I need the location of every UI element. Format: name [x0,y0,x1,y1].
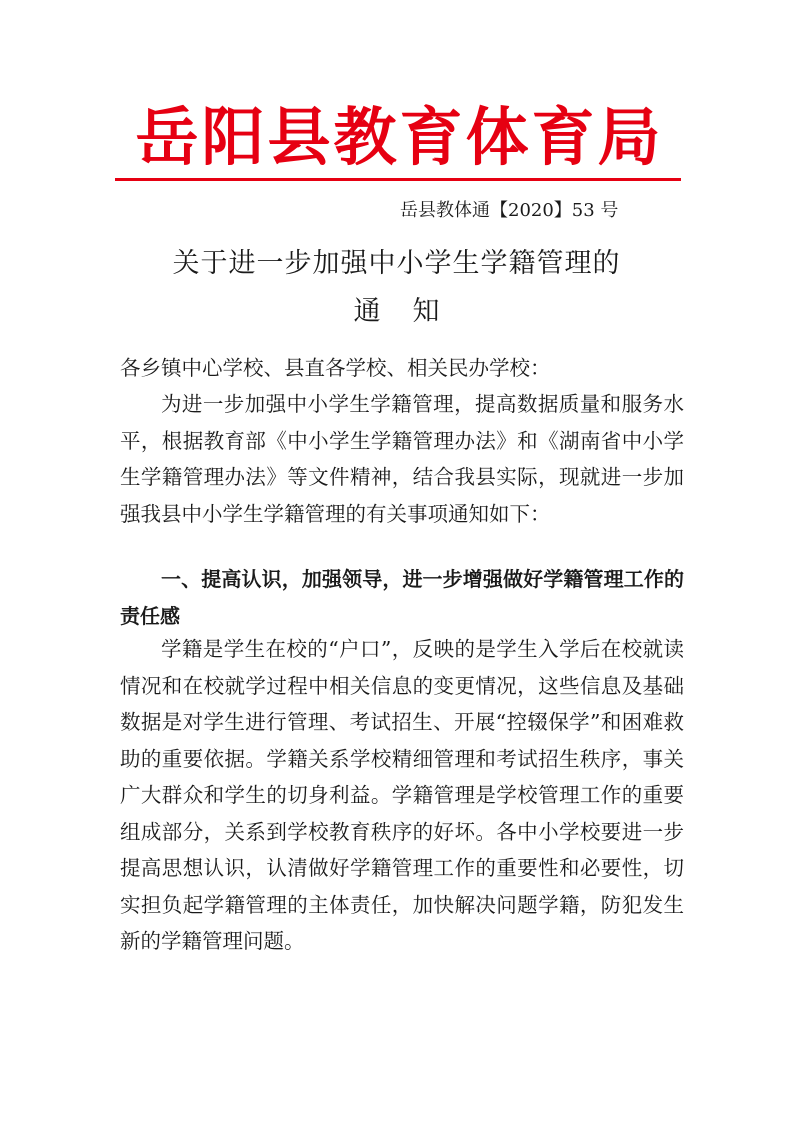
issuer-header: 岳阳县教育体育局 [135,101,664,174]
intro-paragraph: 为进一步加强中小学生学籍管理，提高数据质量和服务水平，根据教育部《中小学生学籍管理办法》和《湖南省中小学生学籍管理办法》等文件精神，结合我县实际，现就进一步加强我县中小学生学籍管理的有关事项通知如下： [120,392,684,526]
header-red-rule [115,178,681,181]
salutation: 各乡镇中心学校、县直各学校、相关民办学校： [120,356,551,380]
notice-title-line-2: 通知 [353,296,472,327]
document-number: 岳县教体通【2020】53 号 [400,200,619,221]
section-1-paragraph: 学籍是学生在校的“户口”，反映的是学生入学后在校就读情况和在校就学过程中相关信息的变更情况，这些信息及基础数据是对学生进行管理、考试招生、开展“控辍保学”和困难救助的重要依据。学籍关系学校精细管理和考试招生秩序，事关广大群众和学生的切身利益。学籍管理是学校管理工作的重要组成部分，关系到学校教育秩序的好坏。各中小学校要进一步提高思想认识，认清做好学籍管理工作的重要性和必要性，切实担负起学籍管理的主体责任，加快解决问题学籍，防犯发生新的学籍管理问题。 [120,637,684,953]
section-1-heading: 一、提高认识，加强领导，进一步增强做好学籍管理工作的责任感 [120,567,684,628]
notice-title-line-1: 关于进一步加强中小学生学籍管理的 [172,248,621,279]
